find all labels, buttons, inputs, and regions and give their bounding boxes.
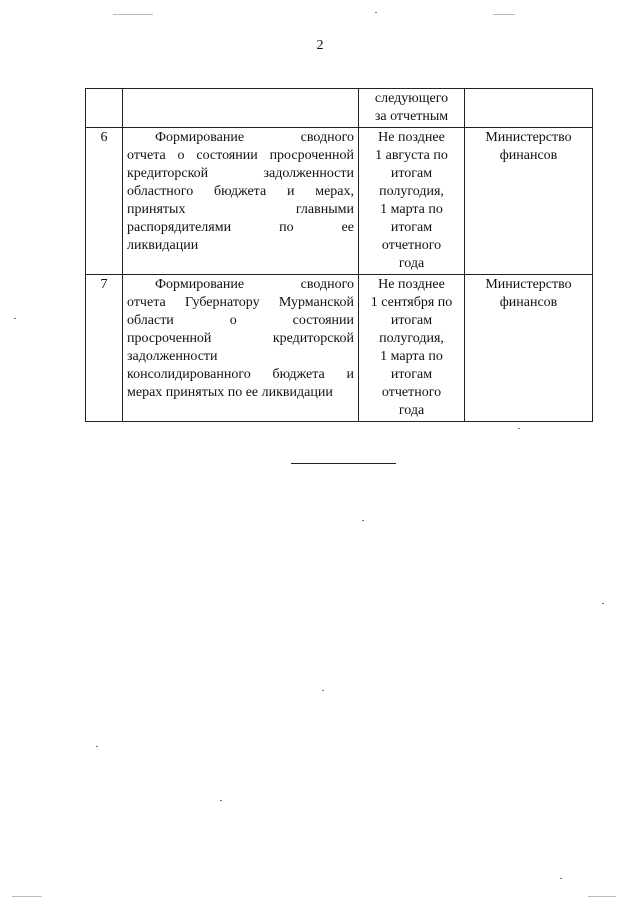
cell-line: финансов <box>499 148 558 163</box>
description-cell <box>123 275 359 422</box>
cell-line: Не позднее <box>378 277 445 292</box>
cell-line: финансов <box>499 295 558 310</box>
cell-line: Формирование сводного <box>155 277 354 292</box>
scan-speck <box>220 800 222 801</box>
cell-line: областного бюджета и мерах, <box>127 184 354 199</box>
cell-line: полугодия, <box>379 184 444 199</box>
cell-line: области о состоянии <box>127 313 354 328</box>
scan-speck <box>12 896 42 897</box>
deadline-cell <box>359 89 465 128</box>
scan-speck <box>588 896 616 897</box>
cell-line: отчета Губернатору Мурманской <box>127 295 354 310</box>
row-number-cell <box>86 128 123 275</box>
row-number: 6 <box>100 130 108 145</box>
table-row <box>86 275 593 422</box>
cell-line: итогам <box>390 367 433 382</box>
cell-line: 1 марта по <box>380 202 443 217</box>
scan-speck <box>493 14 515 15</box>
cell-line: Не позднее <box>378 130 445 145</box>
scan-speck <box>96 746 98 747</box>
cell-line: отчетного <box>381 385 442 400</box>
cell-line: Министерство <box>485 130 572 145</box>
cell-line: итогам <box>390 220 433 235</box>
executor-cell <box>465 128 593 275</box>
description-cell <box>123 89 359 128</box>
table-row <box>86 128 593 275</box>
closing-rule <box>291 463 396 464</box>
cell-line: Формирование сводного <box>155 130 354 145</box>
cell-line: за отчетным <box>374 109 449 124</box>
cell-line: ликвидации <box>127 238 199 253</box>
deadline-cell <box>359 275 465 422</box>
cell-line: мерах принятых по ее ликвидации <box>127 385 333 400</box>
row-number-cell <box>86 89 123 128</box>
measures-table <box>85 88 593 422</box>
cell-line: Министерство <box>485 277 572 292</box>
cell-line: 1 августа по <box>375 148 448 163</box>
deadline-cell <box>359 128 465 275</box>
page-number: 2 <box>316 38 324 53</box>
cell-line: 1 марта по <box>380 349 443 364</box>
scan-speck <box>362 520 364 521</box>
scan-speck <box>518 428 520 429</box>
cell-line: распорядителями по ее <box>127 220 354 235</box>
cell-line: консолидированного бюджета и <box>127 367 354 382</box>
description-cell <box>123 128 359 275</box>
scan-speck <box>375 12 377 13</box>
row-number-cell <box>86 275 123 422</box>
scan-speck <box>602 603 604 604</box>
cell-line: отчета о состоянии просроченной <box>127 148 354 163</box>
cell-line: кредиторской задолженности <box>127 166 354 181</box>
cell-line: задолженности <box>127 349 218 364</box>
scan-speck <box>14 318 16 319</box>
cell-line: просроченной кредиторской <box>127 331 354 346</box>
scan-speck <box>322 690 324 691</box>
cell-line: итогам <box>390 166 433 181</box>
cell-line: 1 сентября по <box>370 295 453 310</box>
cell-line: года <box>398 403 425 418</box>
cell-line: принятых главными <box>127 202 354 217</box>
executor-cell <box>465 89 593 128</box>
cell-line: следующего <box>374 91 449 106</box>
cell-line: итогам <box>390 313 433 328</box>
scan-speck <box>113 14 153 15</box>
scan-speck <box>560 878 562 879</box>
cell-line: отчетного <box>381 238 442 253</box>
table-row <box>86 89 593 128</box>
row-number: 7 <box>100 277 108 292</box>
executor-cell <box>465 275 593 422</box>
cell-line: года <box>398 256 425 271</box>
cell-line: полугодия, <box>379 331 444 346</box>
